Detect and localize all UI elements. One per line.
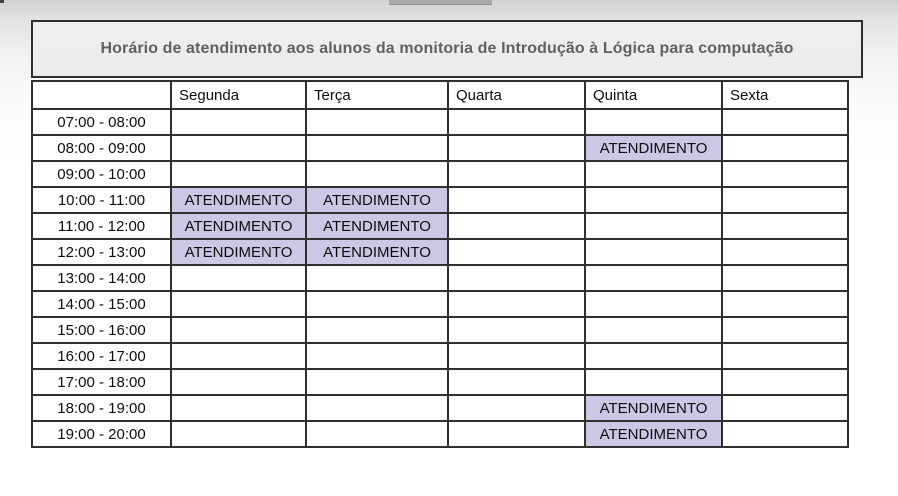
schedule-cell <box>306 395 448 421</box>
time-slot-label: 08:00 - 09:00 <box>32 135 171 161</box>
schedule-row <box>32 187 848 213</box>
time-slot-label: 13:00 - 14:00 <box>32 265 171 291</box>
schedule-cell <box>722 421 848 447</box>
time-slot-label: 18:00 - 19:00 <box>32 395 171 421</box>
page-title: Horário de atendimento aos alunos da monitoria de Introdução à Lógica para computação <box>100 40 794 57</box>
schedule-row <box>32 317 848 343</box>
schedule-cell <box>722 291 848 317</box>
schedule-table <box>31 80 849 448</box>
schedule-cell <box>306 109 448 135</box>
schedule-cell <box>448 317 585 343</box>
schedule-cell <box>306 369 448 395</box>
schedule-cell <box>722 317 848 343</box>
schedule-cell <box>306 317 448 343</box>
day-header-quinta: Quinta <box>585 81 722 109</box>
day-header-quarta: Quarta <box>448 81 585 109</box>
time-slot-label: 11:00 - 12:00 <box>32 213 171 239</box>
schedule-cell <box>585 369 722 395</box>
atendimento-cell: ATENDIMENTO <box>306 239 448 265</box>
atendimento-cell: ATENDIMENTO <box>306 213 448 239</box>
schedule-cell <box>722 265 848 291</box>
schedule-cell <box>171 265 306 291</box>
schedule-cell <box>171 343 306 369</box>
schedule-row <box>32 213 848 239</box>
schedule-cell <box>171 369 306 395</box>
schedule-cell <box>722 161 848 187</box>
schedule-cell <box>306 161 448 187</box>
schedule-row <box>32 265 848 291</box>
schedule-cell <box>585 343 722 369</box>
atendimento-cell: ATENDIMENTO <box>306 187 448 213</box>
title-box <box>31 20 863 78</box>
schedule-row <box>32 369 848 395</box>
schedule-row <box>32 161 848 187</box>
schedule-cell <box>722 369 848 395</box>
schedule-cell <box>448 213 585 239</box>
time-slot-label: 09:00 - 10:00 <box>32 161 171 187</box>
screen-edge-artifact <box>0 0 4 3</box>
time-slot-label: 19:00 - 20:00 <box>32 421 171 447</box>
schedule-cell <box>448 109 585 135</box>
schedule-cell <box>722 239 848 265</box>
schedule-row <box>32 343 848 369</box>
atendimento-cell: ATENDIMENTO <box>171 213 306 239</box>
schedule-cell <box>722 343 848 369</box>
atendimento-cell: ATENDIMENTO <box>585 395 722 421</box>
schedule-cell <box>448 187 585 213</box>
schedule-cell <box>448 239 585 265</box>
schedule-cell <box>585 265 722 291</box>
day-header-row <box>32 81 848 109</box>
schedule-cell <box>448 369 585 395</box>
schedule-cell <box>171 161 306 187</box>
schedule-cell <box>585 291 722 317</box>
atendimento-cell: ATENDIMENTO <box>171 239 306 265</box>
schedule-cell <box>171 109 306 135</box>
atendimento-cell: ATENDIMENTO <box>585 421 722 447</box>
schedule-cell <box>722 213 848 239</box>
schedule-cell <box>171 291 306 317</box>
schedule-cell <box>448 291 585 317</box>
time-slot-label: 17:00 - 18:00 <box>32 369 171 395</box>
time-slot-label: 07:00 - 08:00 <box>32 109 171 135</box>
schedule-cell <box>585 317 722 343</box>
schedule-cell <box>171 135 306 161</box>
time-slot-label: 12:00 - 13:00 <box>32 239 171 265</box>
schedule-row <box>32 135 848 161</box>
schedule-row <box>32 395 848 421</box>
schedule-table-wrap <box>31 80 849 448</box>
schedule-cell <box>722 187 848 213</box>
time-slot-label: 14:00 - 15:00 <box>32 291 171 317</box>
schedule-cell <box>171 421 306 447</box>
schedule-cell <box>722 109 848 135</box>
schedule-cell <box>448 265 585 291</box>
time-slot-label: 15:00 - 16:00 <box>32 317 171 343</box>
schedule-row <box>32 239 848 265</box>
schedule-row <box>32 291 848 317</box>
time-slot-label: 10:00 - 11:00 <box>32 187 171 213</box>
schedule-cell <box>171 317 306 343</box>
schedule-cell <box>171 395 306 421</box>
atendimento-cell: ATENDIMENTO <box>585 135 722 161</box>
schedule-cell <box>306 291 448 317</box>
atendimento-cell: ATENDIMENTO <box>171 187 306 213</box>
corner-header-cell <box>32 81 171 109</box>
schedule-cell <box>448 161 585 187</box>
time-slot-label: 16:00 - 17:00 <box>32 343 171 369</box>
schedule-cell <box>306 421 448 447</box>
schedule-cell <box>448 135 585 161</box>
schedule-row <box>32 421 848 447</box>
schedule-cell <box>585 109 722 135</box>
schedule-cell <box>585 239 722 265</box>
schedule-cell <box>448 343 585 369</box>
horizontal-scrollbar-thumb[interactable] <box>389 0 492 5</box>
schedule-cell <box>585 187 722 213</box>
schedule-cell <box>585 161 722 187</box>
schedule-cell <box>722 135 848 161</box>
day-header-sexta: Sexta <box>722 81 848 109</box>
schedule-cell <box>722 395 848 421</box>
day-header-terca: Terça <box>306 81 448 109</box>
schedule-cell <box>306 265 448 291</box>
schedule-cell <box>448 421 585 447</box>
schedule-cell <box>306 343 448 369</box>
schedule-cell <box>306 135 448 161</box>
schedule-cell <box>585 213 722 239</box>
schedule-row <box>32 109 848 135</box>
day-header-segunda: Segunda <box>171 81 306 109</box>
schedule-cell <box>448 395 585 421</box>
